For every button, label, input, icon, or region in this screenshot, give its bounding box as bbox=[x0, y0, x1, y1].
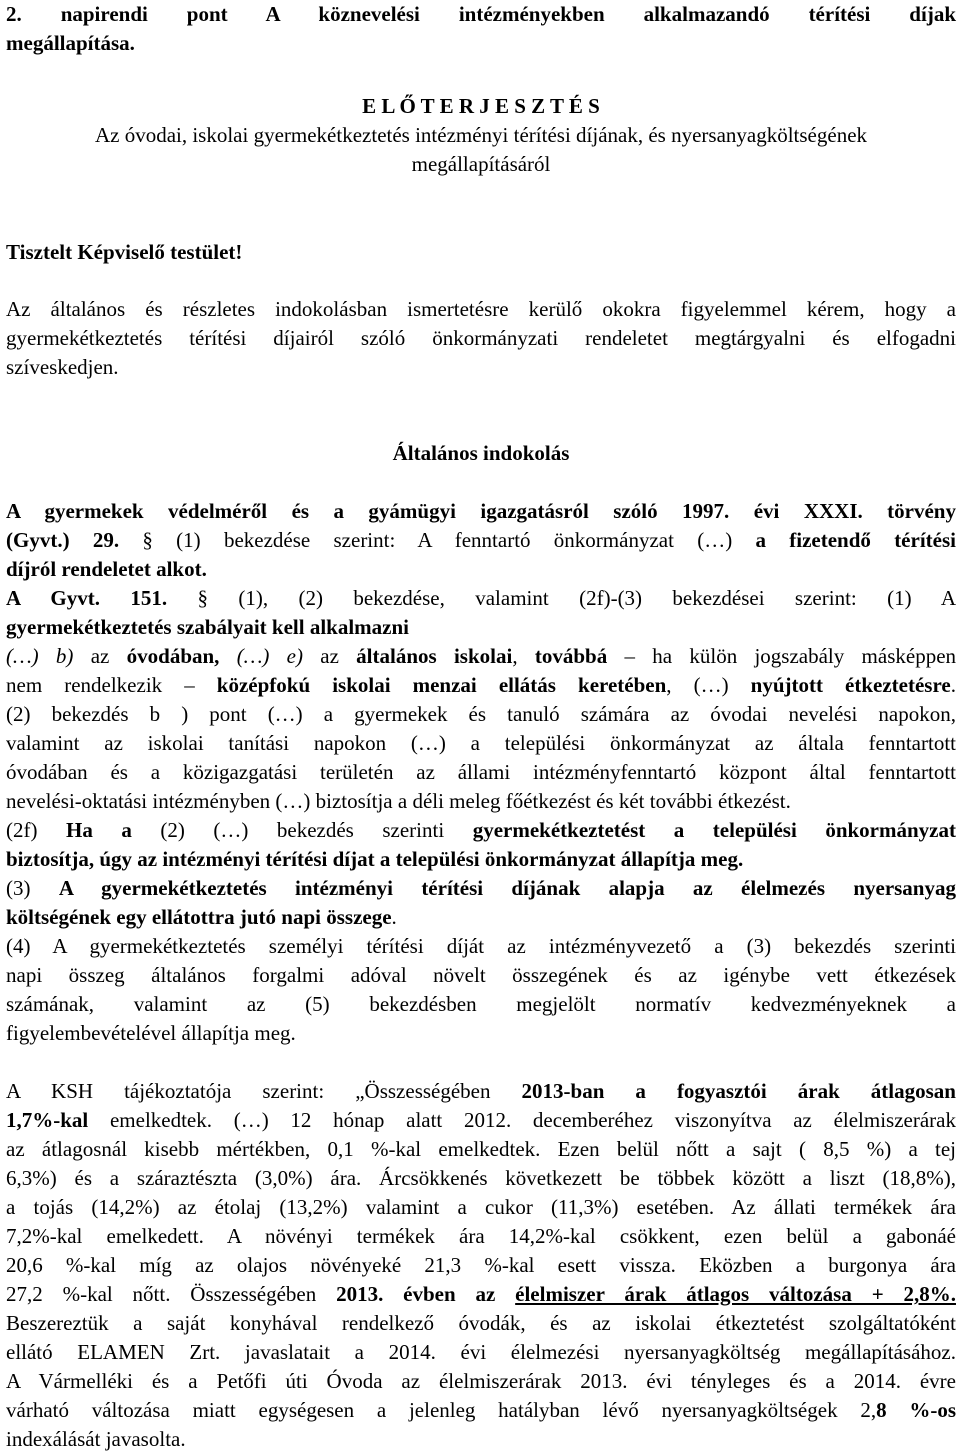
ksh-line: várható változása miatt egységesen a jelenleg hatályban lévő nyersanyagköltségek 2,8 %-os bbox=[6, 1398, 956, 1422]
paragraph-2f-line: (2f) Ha a (2) (…) bekezdés szerinti gyermekétkeztetést a települési önkormányzat bbox=[6, 818, 956, 842]
agenda-heading bbox=[6, 0, 956, 58]
ksh-line: 6,3%) és a száraztészta (3,0%) ára. Árcsökkenés következett be többek között a liszt (18,8%), bbox=[6, 1166, 956, 1190]
ksh-line: ellátó ELAMEN Zrt. javaslatait a 2014. évi élelmezési nyersanyagköltség megállapításához. bbox=[6, 1340, 956, 1364]
paragraph-2-line: (2) bekezdés b ) pont (…) a gyermekek és tanuló számára az óvodai nevelési napokon, bbox=[6, 702, 956, 726]
ksh-line: A KSH tájékoztatója szerint: „Összességében 2013-ban a fogyasztói árak átlagosan bbox=[6, 1079, 956, 1103]
intro-line: Az általános és részletes indokolásban ismertetésre kerülő okokra figyelemmel kérem, hogy a bbox=[6, 297, 956, 321]
proposal-subtitle-line2: megállapításáról bbox=[411, 152, 551, 176]
intro-line: gyermekétkeztetés térítési díjairól szóló önkormányzati rendeletet megtárgyalni és elfogadni bbox=[6, 326, 956, 350]
agenda-heading-line1: 2. napirendi pont A köznevelési intézményekben alkalmazandó térítési díjak bbox=[6, 2, 956, 26]
intro-line: szíveskedjen. bbox=[6, 355, 119, 379]
proposal-subtitle-line1: Az óvodai, iskolai gyermekétkeztetés intézményi térítési díjának, és nyersanyagköltségének bbox=[94, 123, 868, 147]
gyvt-line: A Gyvt. 151. § (1), (2) bekezdése, valamint (2f)-(3) bekezdései szerint: (1) A bbox=[6, 586, 956, 610]
paragraph-spacer bbox=[6, 1048, 956, 1077]
ksh-line: 7,2%-kal emelkedett. A növényi termékek ára 14,2%-kal csökkent, ezen belül a gabonáé bbox=[6, 1224, 956, 1248]
ksh-line: 20,6 %-kal míg az olajos növényeké 21,3 %-kal esett vissza. Eközben a burgonya ára bbox=[6, 1253, 956, 1277]
body-text bbox=[6, 497, 956, 1454]
law-citation-line: (Gyvt.) 29. § (1) bekezdése szerint: A fenntartó önkormányzat (…) a fizetendő térítési bbox=[6, 528, 956, 552]
paragraph-2-line: óvodában és a közigazgatási területén az állami intézményfenntartó központ által fenntartott bbox=[6, 760, 956, 784]
paragraph-4-line: (4) A gyermekétkeztetés személyi térítési díját az intézményvezető a (3) bekezdés szerinti bbox=[6, 934, 956, 958]
proposal-title-block bbox=[6, 92, 956, 179]
paragraph-2-line: nevelési-oktatási intézményben (…) biztosítja a déli meleg főétkezést és két további étkezést. bbox=[6, 789, 791, 813]
salutation: Tisztelt Képviselő testület! bbox=[6, 240, 243, 264]
gyvt-line: nem rendelkezik – középfokú iskolai menzai ellátás keretében, (…) nyújtott étkeztetésre. bbox=[6, 673, 956, 697]
ksh-line: 1,7%-kal emelkedtek. (…) 12 hónap alatt 2012. decemberéhez viszonyítva az élelmiszerárak bbox=[6, 1108, 956, 1132]
paragraph-4-line: számának, valamint az (5) bekezdésben megjelölt normatív kedvezményeknek a bbox=[6, 992, 956, 1016]
paragraph-2f-line: biztosítja, úgy az intézményi térítési díjat a települési önkormányzat állapítja meg. bbox=[6, 847, 744, 871]
ksh-line: 27,2 %-kal nőtt. Összességében 2013. évben az élelmiszer árak átlagos változása + 2,8%. bbox=[6, 1282, 956, 1306]
ksh-line: indexálását javasolta. bbox=[6, 1427, 186, 1451]
law-citation-line: A gyermekek védelméről és a gyámügyi igazgatásról szóló 1997. évi XXXI. törvény bbox=[6, 499, 956, 523]
paragraph-3-line: költségének egy ellátottra jutó napi összege. bbox=[6, 905, 397, 929]
proposal-title: E L Ő T E R J E S Z T É S bbox=[362, 94, 600, 118]
law-citation-line: díjról rendeletet alkot. bbox=[6, 557, 207, 581]
ksh-line: A Vármelléki és a Petőfi úti Óvoda az élelmiszerárak 2013. évi tényleges és a 2014. évre bbox=[6, 1369, 956, 1393]
intro-paragraph bbox=[6, 295, 956, 382]
gyvt-line: (…) b) az óvodában, (…) e) az általános iskolai, továbbá – ha külön jogszabály másképpen bbox=[6, 644, 957, 668]
ksh-line: Beszereztük a saját konyhával rendelkező óvodák, és az iskolai étkeztetést szolgáltatóként bbox=[6, 1311, 956, 1335]
paragraph-4-line: figyelembevételével állapítja meg. bbox=[6, 1021, 296, 1045]
gyvt-line: gyermekétkeztetés szabályait kell alkalmazni bbox=[6, 615, 409, 639]
paragraph-2-line: valamint az iskolai tanítási napokon (…) a települési önkormányzat az általa fenntartott bbox=[6, 731, 956, 755]
agenda-heading-line2: megállapítása. bbox=[6, 31, 135, 55]
ksh-line: a tojás (14,2%) az étolaj (13,2%) valamint a cukor (11,3%) esetében. Az állati termékek ára bbox=[6, 1195, 956, 1219]
ksh-line: az átlagosnál kisebb mértékben, 0,1 %-kal emelkedtek. Ezen belül nőtt a sajt ( 8,5 %) a tej bbox=[6, 1137, 956, 1161]
paragraph-3-line: (3) A gyermekétkeztetés intézményi térítési díjának alapja az élelmezés nyersanyag bbox=[6, 876, 956, 900]
paragraph-4-line: napi összeg általános forgalmi adóval növelt összegének és az igénybe vett étkezések bbox=[6, 963, 956, 987]
section-title: Általános indokolás bbox=[392, 441, 570, 465]
